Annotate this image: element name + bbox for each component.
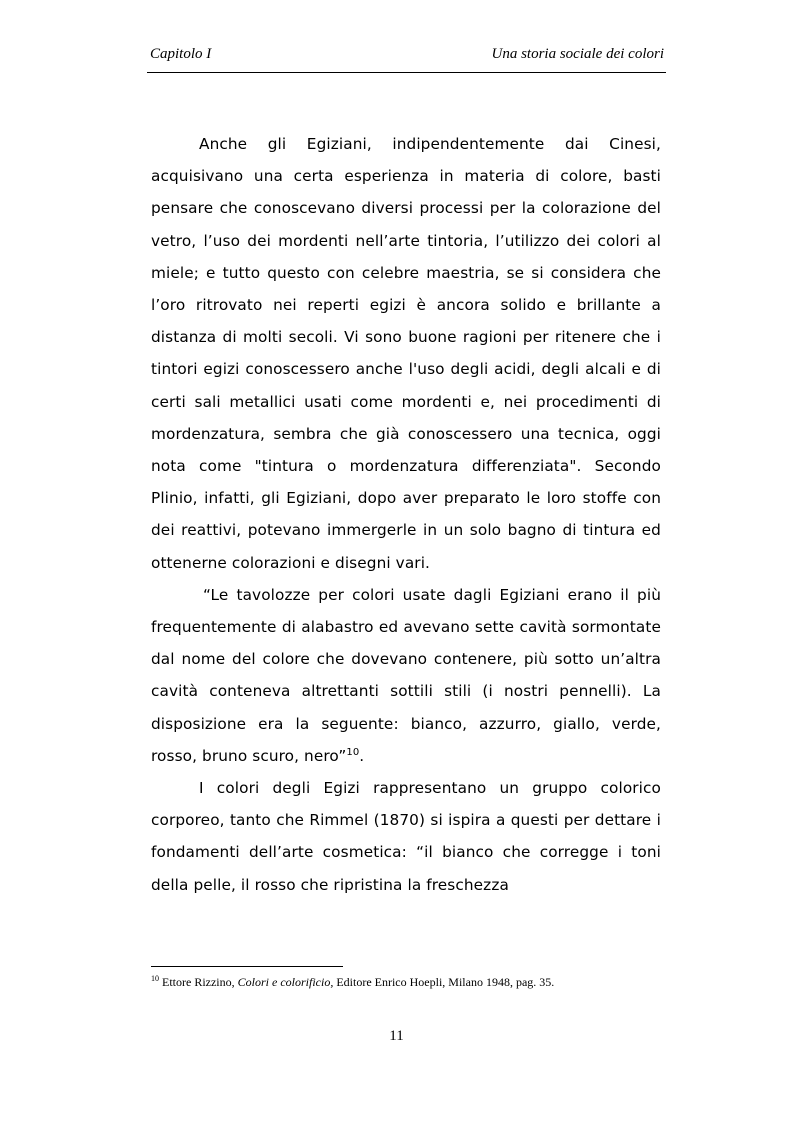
- running-header: [150, 46, 664, 63]
- page-number: 11: [389, 1028, 404, 1044]
- footnote-number: 10: [151, 974, 159, 983]
- main-text: [151, 128, 661, 901]
- footnote-title: Colori e colorificio,: [237, 975, 334, 989]
- quote-end: .: [359, 746, 365, 765]
- header-divider: [147, 72, 666, 73]
- paragraph-2-quote: [151, 579, 661, 772]
- paragraph-3: I colori degli Egizi rappresentano un gruppo colorico corporeo, tanto che Rimmel (1870) si ispira a questi per dettare i fondamenti dell’arte cosmetica: “il bianco che corregge i toni della pelle, il rosso che ripristina la freschezza: [151, 779, 661, 894]
- header-title: Una storia sociale dei colori: [491, 46, 664, 62]
- footnote-publisher: Editore Enrico Hoepli, Milano 1948, pag. 35.: [336, 975, 555, 989]
- footnote: [151, 974, 671, 990]
- footnote-reference: 10: [346, 746, 360, 758]
- footnote-divider: [151, 966, 343, 967]
- footnote-author: Ettore Rizzino,: [162, 975, 235, 989]
- paragraph-1: Anche gli Egiziani, indipendentemente dai Cinesi, acquisivano una certa esperienza in materia di colore, basti pensare che conoscevano diversi processi per la colorazione del vetro, l’uso dei mordenti nell’arte tintoria, l’utilizzo dei colori al miele; e tutto questo con celebre maestria, se si considera che l’oro ritrovato nei reperti egizi è ancora solido e brillante a distanza di molti secoli. Vi sono buone ragioni per ritenere che i tintori egizi conoscessero anche l'uso degli acidi, degli alcali e di certi sali metallici usati come mordenti e, nei procedimenti di mordenzatura, sembra che già conoscessero una tecnica, oggi nota come "tintura o mordenzatura differenziata". Secondo Plinio, infatti, gli Egiziani, dopo aver preparato le loro stoffe con dei reattivi, potevano immergerle in un solo bagno di tintura ed ottenerne colorazioni e disegni vari.: [151, 135, 661, 572]
- quote-text: “Le tavolozze per colori usate dagli Egiziani erano il più frequentemente di alabastro ed avevano sette cavità sormontate dal nome del colore che dovevano contenere, più sotto un’altra cavità conteneva altrettanti sottili stili (i nostri pennelli). La disposizione era la seguente: bianco, azzurro, giallo, verde, rosso, bruno scuro, nero”: [151, 585, 661, 765]
- chapter-label: Capitolo I: [150, 46, 212, 62]
